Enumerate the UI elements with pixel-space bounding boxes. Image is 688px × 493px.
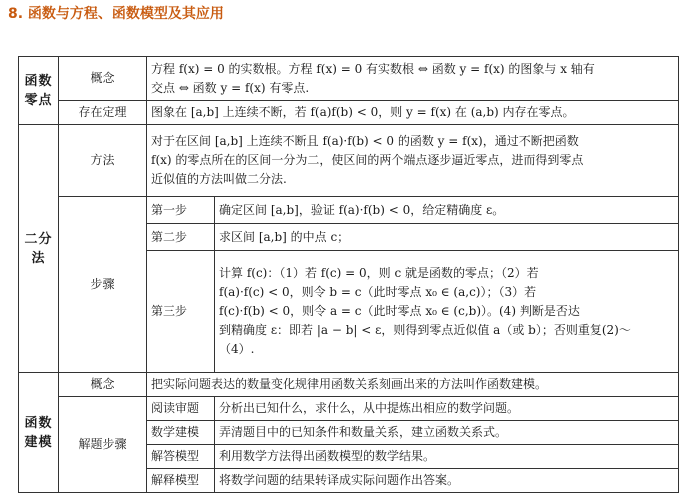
zero-theorem-text: 图象在 [a,b] 上连续不断，若 f(a)f(b) < 0，则 y = f(x) 在 (a,b) 内存在零点。: [147, 101, 679, 125]
bisection-method-row: [19, 125, 679, 197]
zero-concept-text: 方程 f(x) = 0 的实数根。方程 f(x) = 0 有实数根 ⇔ 函数 y = f(x) 的图象与 x 轴有 交点 ⇔ 函数 y = f(x) 有零点.: [147, 57, 679, 101]
modeling-section-label: 函数 建模: [19, 373, 59, 493]
modeling-concept-label: 概念: [59, 373, 147, 397]
step3-text: 计算 f(c)：（1）若 f(c) = 0，则 c 就是函数的零点；（2）若 f(a)·f(c) < 0，则令 b = c（此时零点 x₀ ∈ (a,c)）；（3）若 f(c)·f(b) < 0，则令 a = c（此时零点 x₀ ∈ (c,b)）。(4) 判断是否达 到精确度 ε：即若 |a − b| < ε，则得到零点近似值 a（或 b）；否则重复(2)～ （4）.: [215, 251, 679, 373]
section-title: 8. 函数与方程、函数模型及其应用: [8, 6, 224, 22]
modeling-concept-row: [19, 373, 679, 397]
modeling-item-label: 解释模型: [147, 469, 215, 493]
bisection-section-label: 二分 法: [19, 125, 59, 373]
modeling-item-label: 解答模型: [147, 445, 215, 469]
step3-label: 第三步: [147, 251, 215, 373]
modeling-item-row: [19, 397, 679, 421]
modeling-item-text: 弄清题目中的已知条件和数量关系，建立函数关系式。: [215, 421, 679, 445]
bisection-step1-row: [19, 197, 679, 224]
summary-table: [18, 56, 679, 493]
step1-label: 第一步: [147, 197, 215, 224]
zero-section-label: 函数 零点: [19, 57, 59, 125]
zero-concept-row: [19, 57, 679, 101]
step2-label: 第二步: [147, 224, 215, 251]
modeling-item-label: 阅读审题: [147, 397, 215, 421]
modeling-item-text: 利用数学方法得出函数模型的数学结果。: [215, 445, 679, 469]
zero-concept-label: 概念: [59, 57, 147, 101]
bisection-method-label: 方法: [59, 125, 147, 197]
modeling-item-text: 分析出已知什么，求什么，从中提炼出相应的数学问题。: [215, 397, 679, 421]
step1-text: 确定区间 [a,b]，验证 f(a)·f(b) < 0，给定精确度 ε。: [215, 197, 679, 224]
zero-theorem-row: [19, 101, 679, 125]
step2-text: 求区间 [a,b] 的中点 c；: [215, 224, 679, 251]
modeling-item-text: 将数学问题的结果转译成实际问题作出答案。: [215, 469, 679, 493]
modeling-steps-label: 解题步骤: [59, 397, 147, 493]
modeling-concept-text: 把实际问题表达的数量变化规律用函数关系刻画出来的方法叫作函数建模。: [147, 373, 679, 397]
zero-theorem-label: 存在定理: [59, 101, 147, 125]
bisection-method-text: 对于在区间 [a,b] 上连续不断且 f(a)·f(b) < 0 的函数 y = f(x)，通过不断把函数 f(x) 的零点所在的区间一分为二，使区间的两个端点逐步逼近零点，进而得到零点 近似值的方法叫做二分法.: [147, 125, 679, 197]
modeling-item-label: 数学建模: [147, 421, 215, 445]
bisection-steps-label: 步骤: [59, 197, 147, 373]
